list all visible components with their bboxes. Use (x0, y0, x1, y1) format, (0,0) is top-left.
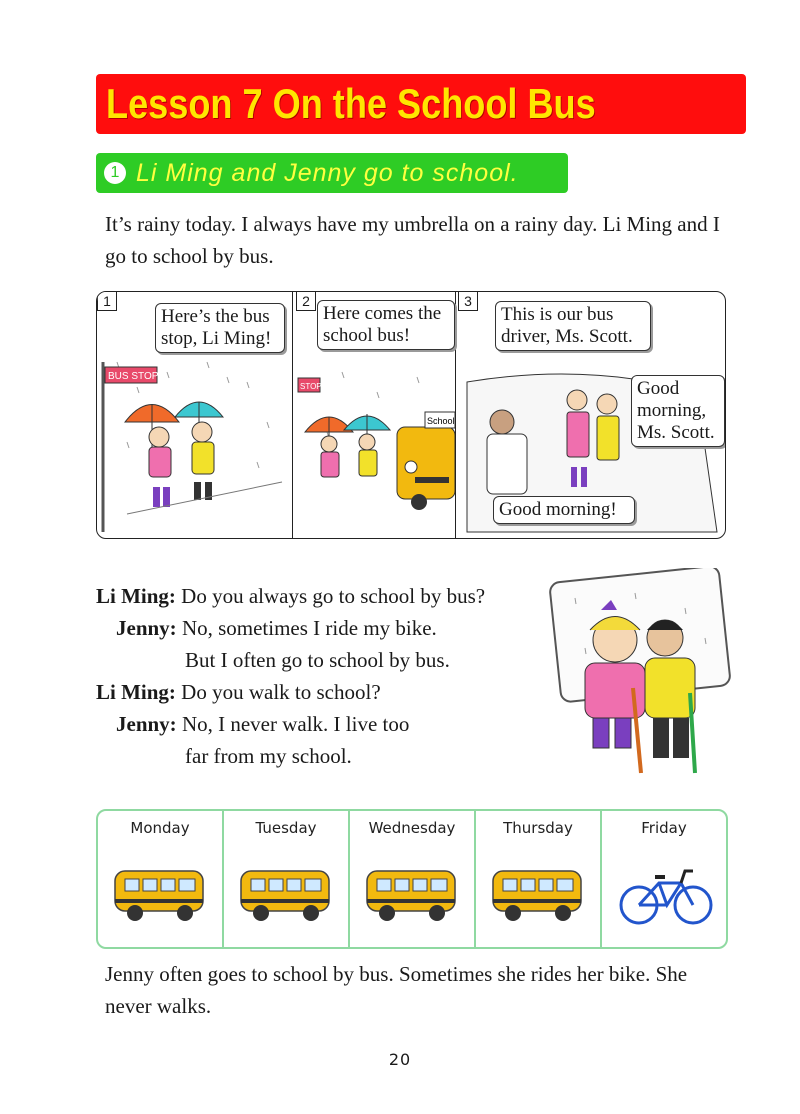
day-label: Monday (130, 819, 190, 837)
speech-bubble: Good morning, Ms. Scott. (631, 375, 725, 447)
section-heading-bar (96, 153, 568, 193)
day-label: Thursday (503, 819, 573, 837)
line-text: No, sometimes I ride my bike. (181, 616, 437, 640)
dialogue-line (96, 644, 485, 676)
section-number: 1 (104, 162, 126, 184)
line-text: far from my school. (185, 744, 352, 768)
line-text: Do you walk to school? (181, 680, 381, 704)
dialogue (96, 580, 485, 772)
dialogue-line (96, 676, 485, 708)
panel-divider (292, 292, 293, 538)
school-bus-icon (363, 863, 463, 927)
speech-bubble: Good morning! (493, 496, 635, 524)
weekly-transport-table (96, 809, 728, 949)
school-bus-icon (111, 863, 211, 927)
dialogue-line (96, 612, 485, 644)
dialogue-line (96, 740, 485, 772)
comic-strip (96, 291, 726, 539)
day-cell-wednesday (350, 811, 476, 947)
day-cell-monday (98, 811, 224, 947)
lesson-title-bar (96, 74, 746, 134)
day-label: Tuesday (255, 819, 317, 837)
line-text: But I often go to school by bus. (185, 648, 450, 672)
dialogue-line (96, 580, 485, 612)
day-label: Wednesday (368, 819, 456, 837)
line-text: Do you always go to school by bus? (181, 584, 486, 608)
panel-number: 3 (458, 292, 478, 311)
summary-paragraph: Jenny often goes to school by bus. Sometimes she rides her bike. She never walks. (105, 962, 688, 1018)
day-cell-tuesday (224, 811, 350, 947)
dialogue-line (96, 708, 485, 740)
speaker: Li Ming: (96, 584, 176, 608)
page-number: 20 (388, 1050, 412, 1069)
section-heading: Li Ming and Jenny go to school. (136, 159, 519, 187)
bus-stop-sign-text: BUS STOP (108, 371, 159, 382)
intro-paragraph: It’s rainy today. I always have my umbrella on a rainy day. Li Ming and I go to school by bus. (105, 212, 720, 268)
panel-divider (455, 292, 456, 538)
lesson-title: Lesson 7 On the School Bus (106, 80, 596, 127)
bicycle-icon (615, 863, 715, 927)
speech-bubble: This is our bus driver, Ms. Scott. (495, 301, 651, 351)
line-text: No, I never walk. I live too (181, 712, 410, 736)
school-bus-icon (489, 863, 589, 927)
school-bus-icon (237, 863, 337, 927)
day-cell-thursday (476, 811, 602, 947)
speaker: Jenny: (116, 616, 177, 640)
speaker: Li Ming: (96, 680, 176, 704)
speaker: Jenny: (116, 712, 177, 736)
stop-sign-text: STOP (300, 382, 322, 391)
panel-number: 2 (296, 292, 316, 311)
school-bus-sign-text: School (427, 416, 455, 426)
day-label: Friday (641, 819, 687, 837)
panel-number: 1 (97, 292, 117, 311)
speech-bubble: Here’s the bus stop, Li Ming! (155, 303, 285, 353)
day-cell-friday (602, 811, 726, 947)
speech-bubble: Here comes the school bus! (317, 300, 455, 350)
kids-on-bus-illustration (545, 568, 735, 788)
